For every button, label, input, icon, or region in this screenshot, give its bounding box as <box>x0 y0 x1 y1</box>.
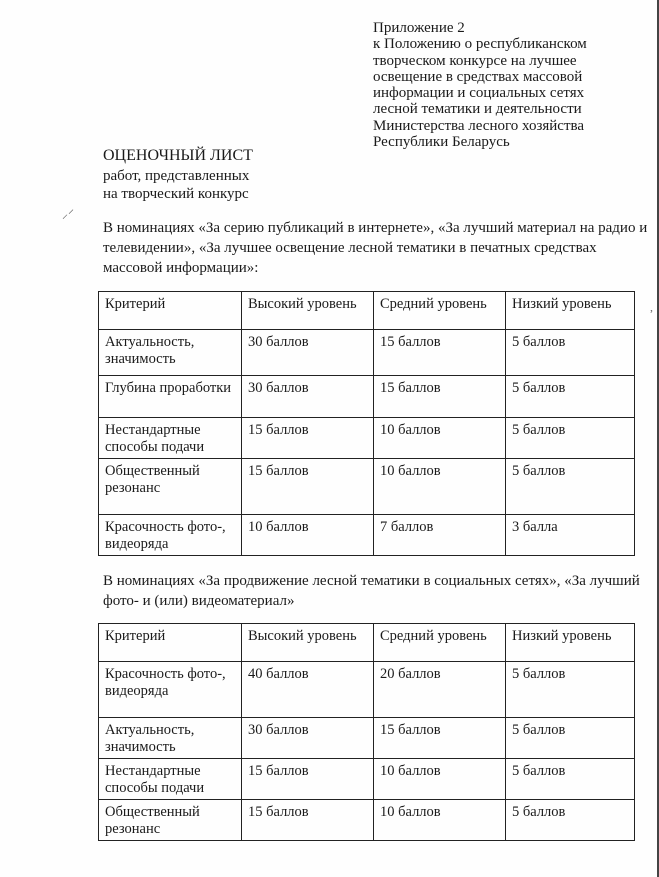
cell: 15 баллов <box>242 800 374 841</box>
header-cell: Критерий <box>99 292 242 330</box>
appendix-header <box>373 20 653 150</box>
cell: Актуальность, значимость <box>99 330 242 376</box>
cell: 7 баллов <box>374 515 506 556</box>
scan-mark: , <box>650 300 653 314</box>
table-header-row <box>99 624 635 662</box>
cell: Нестандартные способы подачи <box>99 418 242 459</box>
cell: 3 балла <box>506 515 635 556</box>
cell: 5 баллов <box>506 800 635 841</box>
table-row <box>99 718 635 759</box>
cell: 40 баллов <box>242 662 374 718</box>
appendix-line: Республики Беларусь <box>373 134 510 151</box>
criteria-table-2 <box>98 623 635 841</box>
cell: 15 баллов <box>374 718 506 759</box>
cell: 5 баллов <box>506 662 635 718</box>
section1-intro: В номинациях «За серию публикаций в интернете», «За лучший материал на радио и телевидении», «За лучшее освещение лесной тематики в печатных средствах массовой информации»: <box>103 220 648 276</box>
cell: 15 баллов <box>242 459 374 515</box>
cell: 30 баллов <box>242 330 374 376</box>
appendix-line: освещение в средствах массовой <box>373 68 583 85</box>
header-cell: Средний уровень <box>374 624 506 662</box>
cell: 30 баллов <box>242 718 374 759</box>
table-row <box>99 759 635 800</box>
appendix-line: Приложение 2 <box>373 20 465 36</box>
cell: Нестандартные способы подачи <box>99 759 242 800</box>
cell: Актуальность, значимость <box>99 718 242 759</box>
cell: 15 баллов <box>374 376 506 418</box>
table-row <box>99 376 635 418</box>
cell: 15 баллов <box>374 330 506 376</box>
header-cell: Низкий уровень <box>506 624 635 662</box>
appendix-line: информации и социальных сетях <box>373 85 585 102</box>
cell: 15 баллов <box>242 759 374 800</box>
subtitle-line: на творческий конкурс <box>103 186 249 202</box>
appendix-line: творческом конкурсе на лучшее <box>373 52 577 69</box>
table-row <box>99 800 635 841</box>
cell: Глубина проработки <box>99 376 242 418</box>
page-title: ОЦЕНОЧНЫЙ ЛИСТ <box>103 147 253 164</box>
table-row <box>99 459 635 515</box>
cell: 10 баллов <box>242 515 374 556</box>
cell: 15 баллов <box>242 418 374 459</box>
table-row <box>99 330 635 376</box>
cell: 20 баллов <box>374 662 506 718</box>
table-row <box>99 418 635 459</box>
cell: 10 баллов <box>374 418 506 459</box>
table-row <box>99 515 635 556</box>
cell: 10 баллов <box>374 800 506 841</box>
cell: 5 баллов <box>506 330 635 376</box>
cell: Красочность фото-, видеоряда <box>99 662 242 718</box>
cell: 5 баллов <box>506 759 635 800</box>
table-row <box>99 662 635 718</box>
header-cell: Высокий уровень <box>242 624 374 662</box>
header-cell: Низкий уровень <box>506 292 635 330</box>
cell: 30 баллов <box>242 376 374 418</box>
section2-intro: В номинациях «За продвижение лесной тематики в социальных сетях», «За лучший фото- и (или) видеоматериал» <box>103 573 640 609</box>
cell: Общественный резонанс <box>99 800 242 841</box>
subtitle-line: работ, представленных <box>103 168 250 184</box>
cell: 5 баллов <box>506 418 635 459</box>
cell: Общественный резонанс <box>99 459 242 515</box>
cell: 5 баллов <box>506 718 635 759</box>
cell: 5 баллов <box>506 459 635 515</box>
header-cell: Критерий <box>99 624 242 662</box>
criteria-table-1 <box>98 291 635 556</box>
cell: 10 баллов <box>374 759 506 800</box>
header-cell: Высокий уровень <box>242 292 374 330</box>
cell: Красочность фото-, видеоряда <box>99 515 242 556</box>
table-header-row <box>99 292 635 330</box>
cell: 5 баллов <box>506 376 635 418</box>
appendix-line: к Положению о республиканском <box>373 36 587 53</box>
page-subtitle <box>103 167 249 203</box>
appendix-line: Министерства лесного хозяйства <box>373 117 585 134</box>
appendix-line: лесной тематики и деятельности <box>373 101 582 118</box>
header-cell: Средний уровень <box>374 292 506 330</box>
cell: 10 баллов <box>374 459 506 515</box>
scan-mark: ⸝⸍ <box>62 207 75 221</box>
